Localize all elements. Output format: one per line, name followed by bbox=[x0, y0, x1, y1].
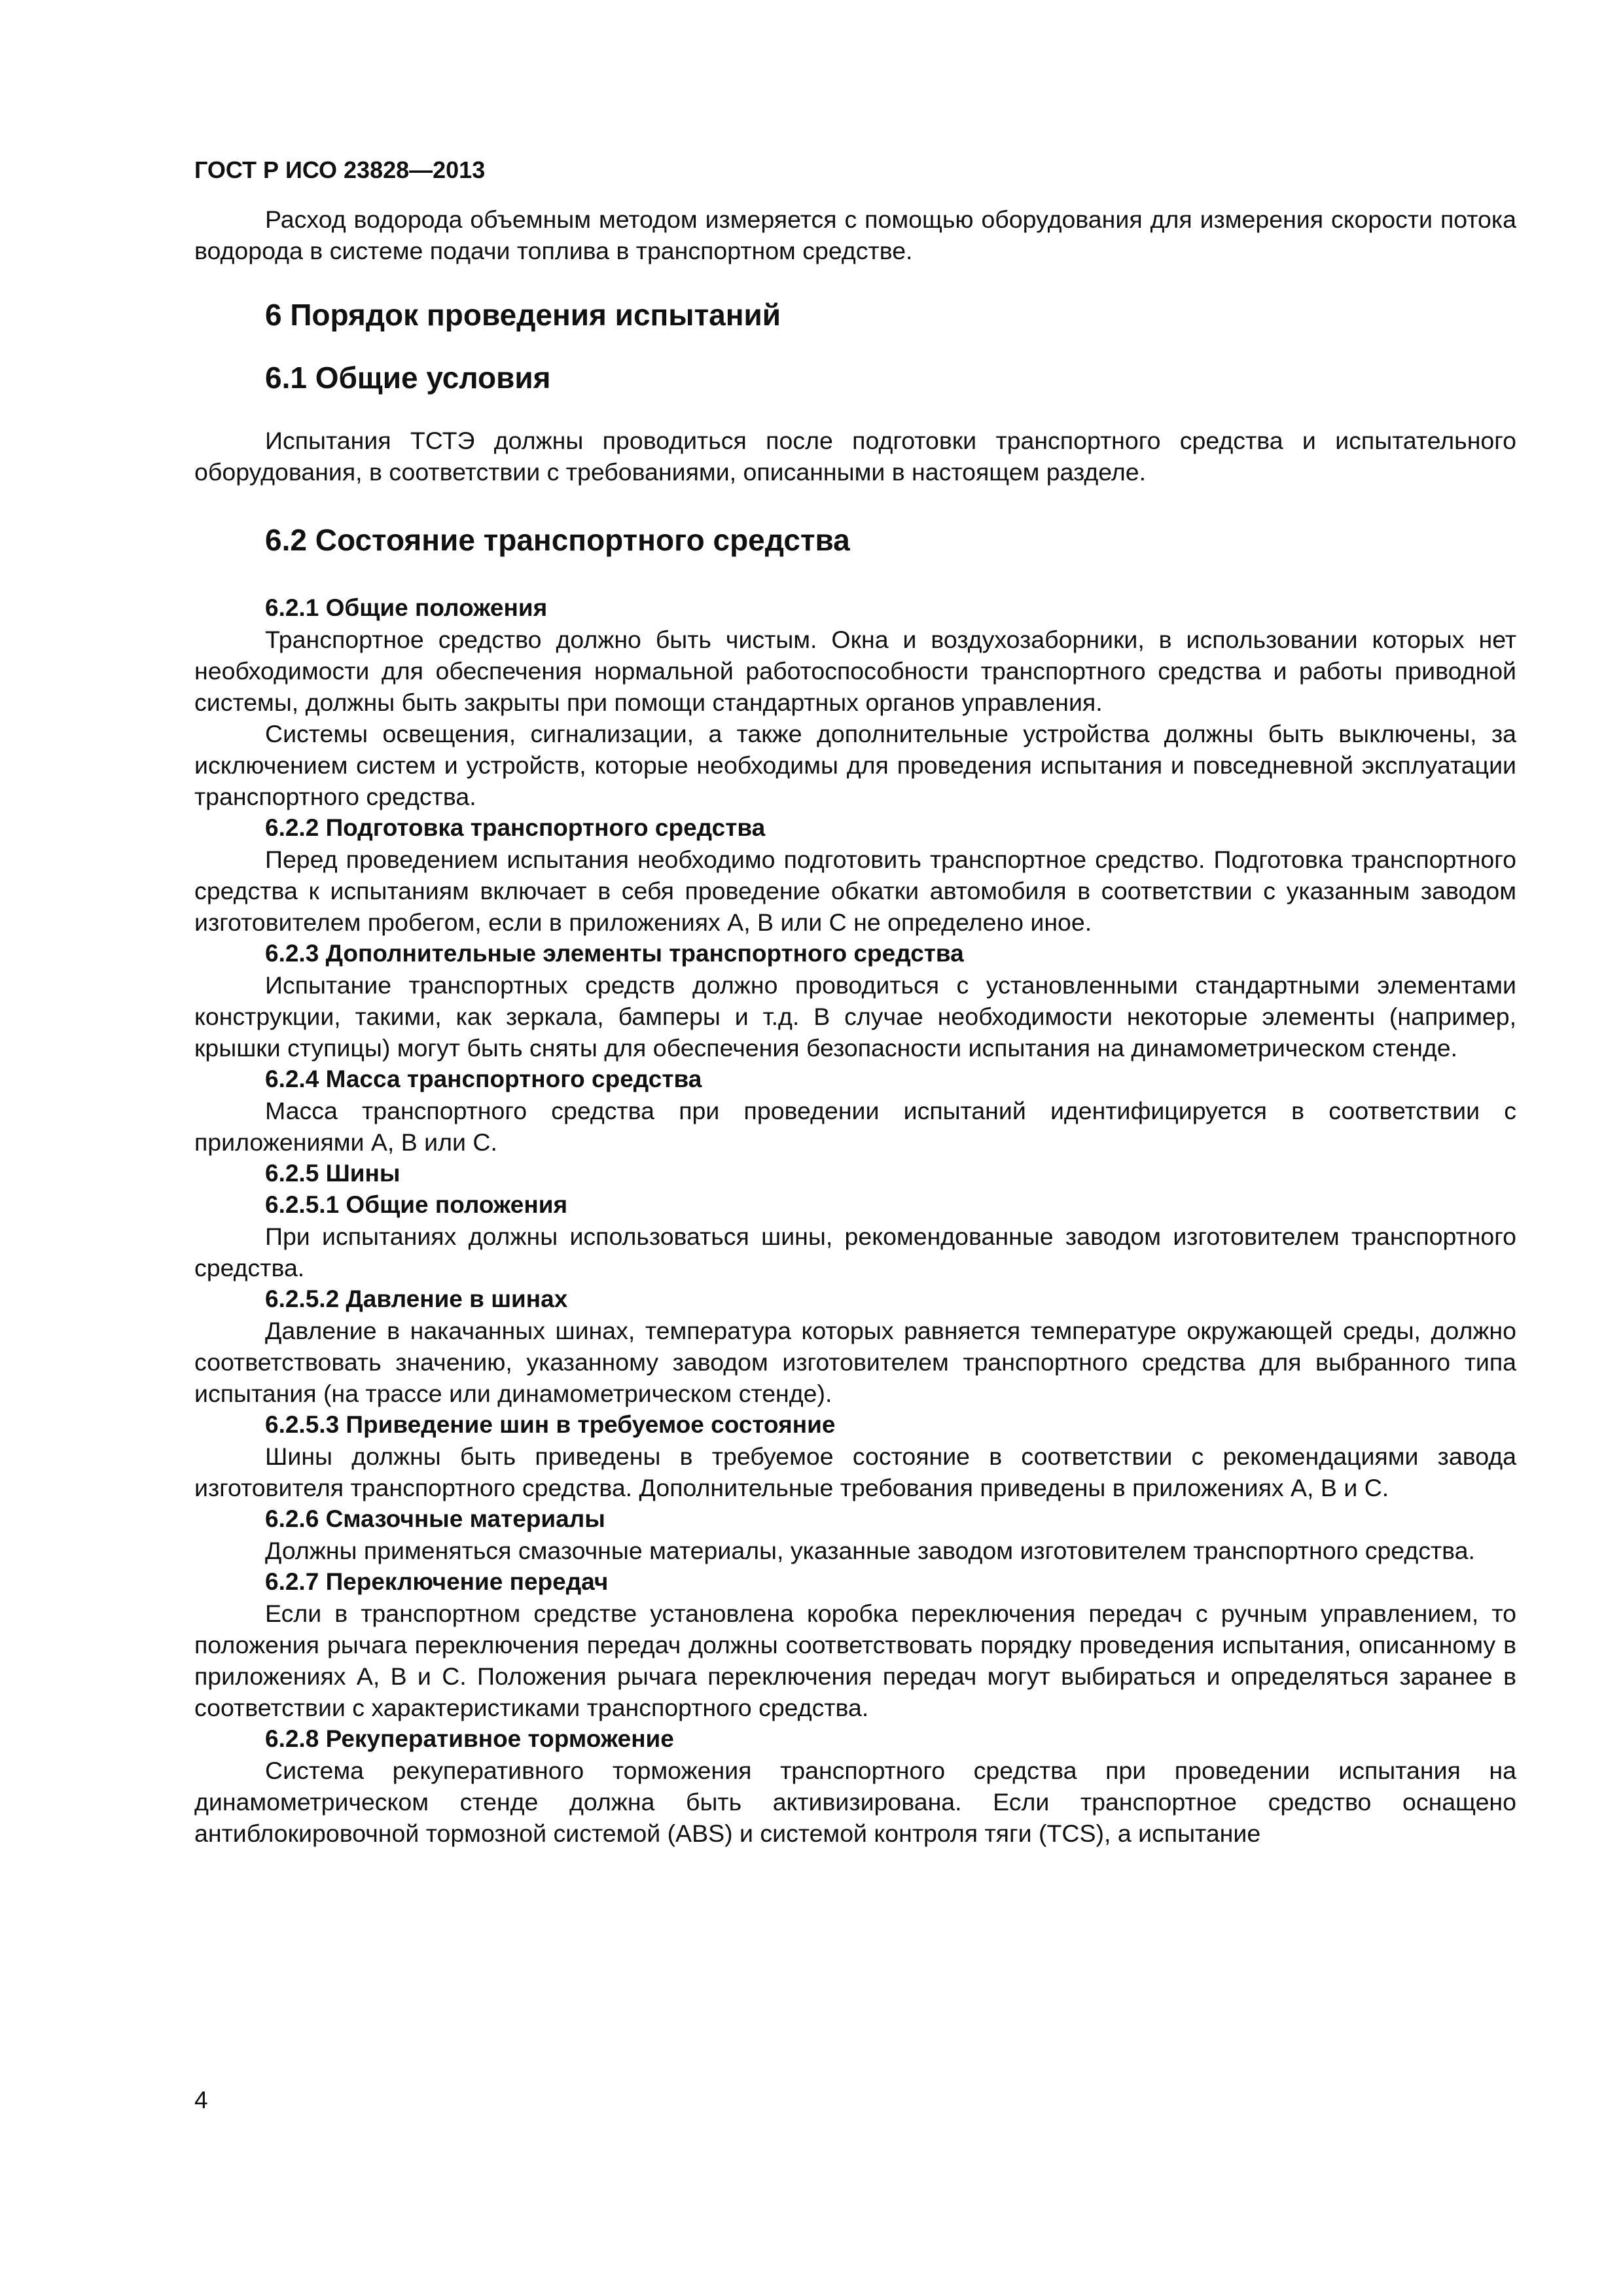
subsection-title-6-2-6: 6.2.6 Смазочные материалы bbox=[265, 1505, 605, 1532]
page-number: 4 bbox=[194, 2087, 208, 2113]
paragraph-6-2-3: Испытание транспортных средств должно проводиться с установленными стандартными элементами конструкции, такими, как зеркала, бамперы и т.д. В случае необходимости некоторые элементы (например, крышки ступицы) могут быть сняты для обеспечения безопасности испытания на динамометрическом стенде. bbox=[194, 971, 1516, 1062]
subsection-title-6-2-8: 6.2.8 Рекуперативное торможение bbox=[265, 1725, 674, 1752]
spacer bbox=[194, 560, 1516, 592]
subsection-title-6-2-5-2: 6.2.5.2 Давление в шинах bbox=[265, 1285, 568, 1312]
spacer bbox=[194, 488, 1516, 520]
subsection-title-6-2-7: 6.2.7 Переключение передач bbox=[265, 1568, 609, 1595]
paragraph-6-2-2: Перед проведением испытания необходимо подготовить транспортное средство. Подготовка транспортного средства к испытаниям включает в себя проведение обкатки автомобиля в соответствии с указанным заводом изготовителем пробегом, если в приложениях А, В или С не определено иное. bbox=[194, 846, 1516, 936]
subsection-title-6-2-3: 6.2.3 Дополнительные элементы транспортного средства bbox=[265, 940, 964, 967]
subsection-title-6-2-5: 6.2.5 Шины bbox=[265, 1160, 401, 1187]
subsection-title-6-2-2: 6.2.2 Подготовка транспортного средства bbox=[265, 814, 766, 841]
paragraph-6-2-4: Масса транспортного средства при проведении испытаний идентифицируется в соответствии с приложениями А, В или С. bbox=[194, 1097, 1516, 1156]
paragraph-6-2-5-3: Шины должны быть приведены в требуемое состояние в соответствии с рекомендациями завода изготовителя транспортного средства. Дополнительные требования приведены в приложениях А, В и С. bbox=[194, 1443, 1516, 1501]
spacer bbox=[194, 266, 1516, 295]
subsection-title-6-2-4: 6.2.4 Масса транспортного средства bbox=[265, 1066, 702, 1092]
spacer bbox=[194, 397, 1516, 425]
paragraph-intro: Расход водорода объемным методом измеряется с помощью оборудования для измерения скорости потока водорода в системе подачи топлива в транспортном средстве. bbox=[194, 206, 1516, 264]
subsection-title-6-2-5-3: 6.2.5.3 Приведение шин в требуемое состояние bbox=[265, 1411, 836, 1438]
paragraph-6-2-6: Должны применяться смазочные материалы, указанные заводом изготовителем транспортного средства. bbox=[265, 1537, 1475, 1564]
paragraph-6-2-7: Если в транспортном средстве установлена коробка переключения передач с ручным управлением, то положения рычага переключения передач должны соответствовать порядку проведения испытания, описанному в приложениях А, В и С. Положения рычага переключения передач могут выбираться и определяться заранее в соответствии с характеристиками транспортного средства. bbox=[194, 1600, 1516, 1721]
paragraph-6-2-5-1: При испытаниях должны использоваться шины, рекомендованные заводом изготовителем транспортного средства. bbox=[194, 1223, 1516, 1282]
document-page bbox=[194, 154, 1516, 1849]
paragraph-6-2-8: Система рекуперативного торможения транспортного средства при проведении испытания на динамометрическом стенде должна быть активизирована. Если транспортное средство оснащено антиблокировочной тормозной системой (ABS) и системой контроля тяги (TCS), а испытание bbox=[194, 1757, 1516, 1847]
section-title-6-1: 6.1 Общие условия bbox=[265, 361, 551, 395]
paragraph-6-2-1-b: Системы освещения, сигнализации, а также дополнительные устройства должны быть выключены, за исключением систем и устройств, которые необходимы для проведения испытания и повседневной эксплуатации транспортного средства. bbox=[194, 720, 1516, 810]
paragraph-6-2-5-2: Давление в накачанных шинах, температура которых равняется температуре окружающей среды, должно соответствовать значению, указанному заводом изготовителем транспортного средства для выбранного типа испытания (на трассе или динамометрическом стенде). bbox=[194, 1317, 1516, 1407]
subsection-title-6-2-5-1: 6.2.5.1 Общие положения bbox=[265, 1191, 568, 1218]
paragraph-6-1: Испытания ТСТЭ должны проводиться после подготовки транспортного средства и испытательного оборудования, в соответствии с требованиями, описанными в настоящем разделе. bbox=[194, 427, 1516, 486]
paragraph-6-2-1-a: Транспортное средство должно быть чистым. Окна и воздухозаборники, в использовании которых нет необходимости для обеспечения нормальной работоспособности транспортного средства и работы приводной системы, должны быть закрыты при помощи стандартных органов управления. bbox=[194, 626, 1516, 716]
subsection-title-6-2-1: 6.2.1 Общие положения bbox=[265, 594, 548, 621]
document-header: ГОСТ Р ИСО 23828—2013 bbox=[194, 156, 486, 183]
section-title-6: 6 Порядок проведения испытаний bbox=[265, 298, 781, 332]
spacer bbox=[194, 334, 1516, 358]
section-title-6-2: 6.2 Состояние транспортного средства bbox=[265, 523, 850, 557]
